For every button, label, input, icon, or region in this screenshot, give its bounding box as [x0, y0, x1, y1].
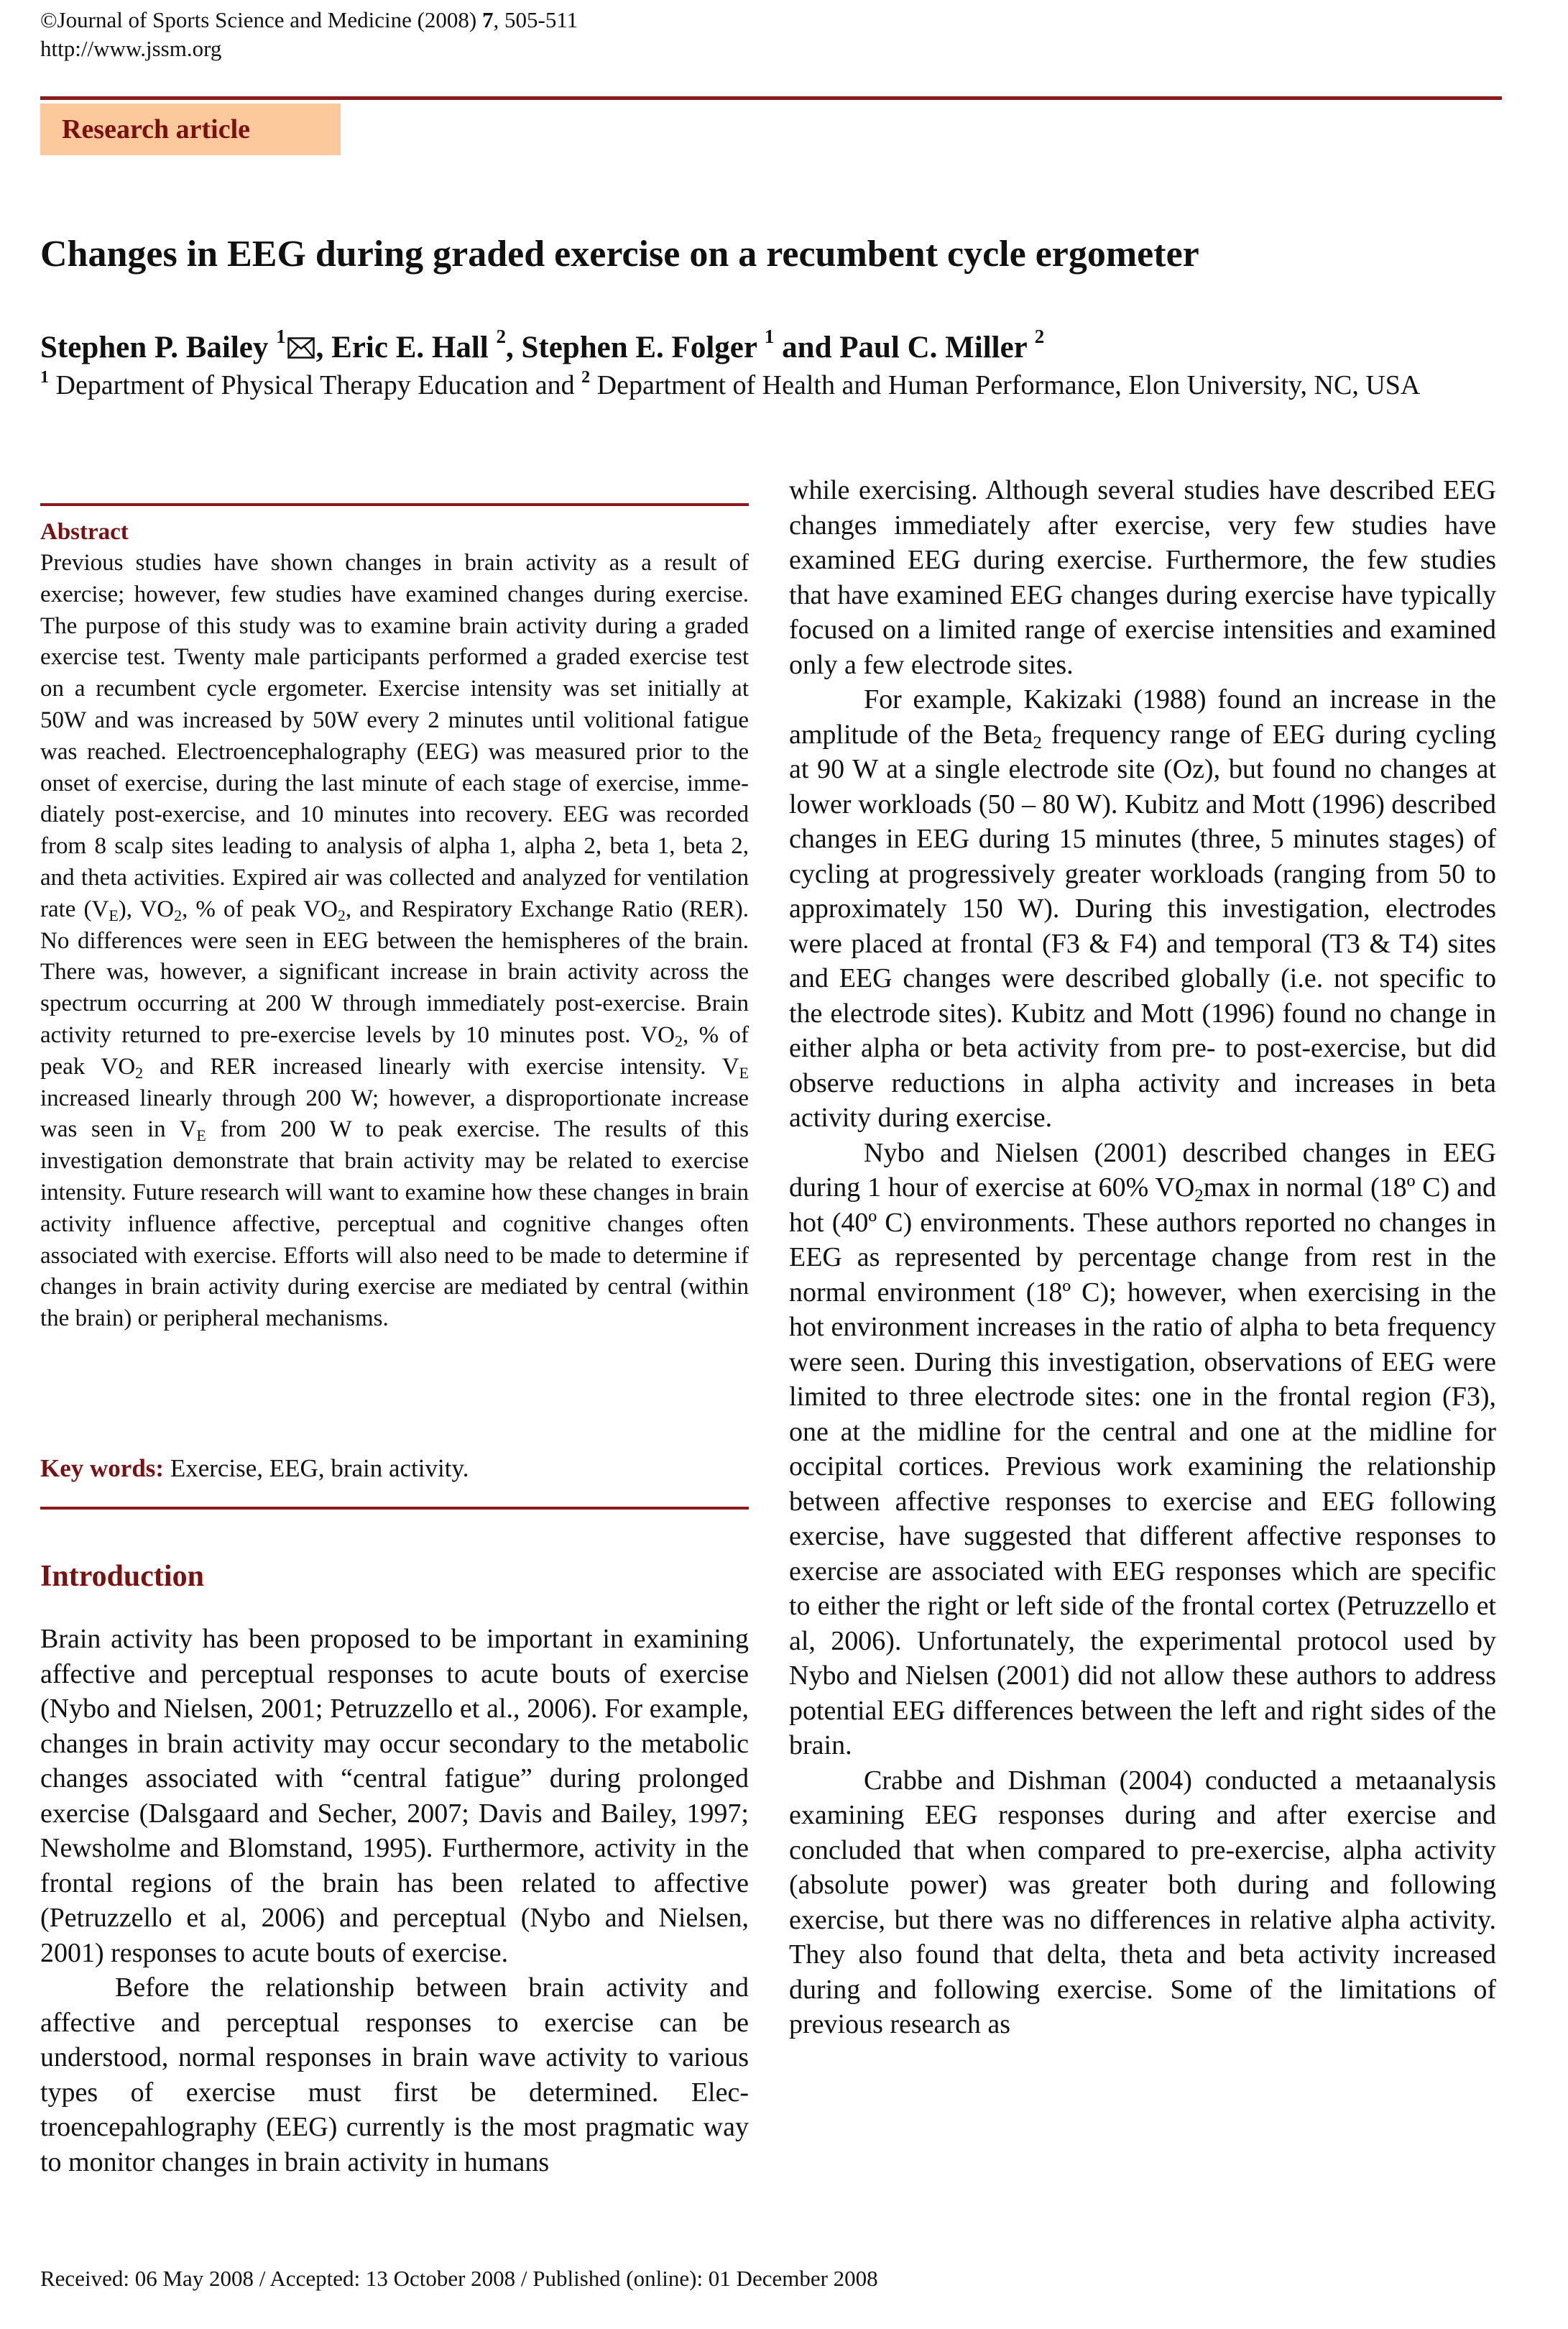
journal-url[interactable]: http://www.jssm.org — [40, 36, 222, 61]
paragraph: Before the relationship between brain activity and affective and perceptual responses to exercise can be understood, normal responses in brain wave activity to various types of exercise must first be determined. Electroencepahlography (EEG) currently is the most pragmatic way to monitor changes in brain activity in humans — [40, 1972, 749, 2177]
page-title: Changes in EEG during graded exercise on a recumbent cycle ergometer — [40, 234, 1199, 275]
right-column-text — [789, 473, 1496, 2042]
author-name: , Stephen E. Folger — [505, 331, 765, 364]
author-list — [40, 328, 1044, 369]
journal-pages: , 505-511 — [493, 7, 578, 32]
introduction-heading: Introduction — [40, 1560, 204, 1593]
paragraph: For example, Kakizaki (1988) found an increase in the amplitude of the Beta$_2$ frequency range of EEG during cycling at 90 W at a single electrode site (Oz), but found no changes at lower workloads (50 – 80 W). Kubitz and Mott (1996) described changes in EEG during 15 minutes (three, 5 minutes stages) of cycling at progressively greater workloads (ranging from 50 to approximately 150 W). During this investigation, electrodes were placed at frontal (F3 & F4) and temporal (T3 & T4) sites and EEG changes were described globally (i.e. not specific to the electrode sites). Kubitz and Mott (1996) found no change in either alpha or beta activity from pre- to post-exercise, but did observe reductions in alpha activity and increases in beta activity during exercise. — [789, 684, 1496, 1133]
header-rule — [40, 96, 1502, 100]
abstract-heading: Abstract — [40, 519, 129, 545]
introduction-text — [40, 1622, 749, 2179]
abstract-bottom-rule — [40, 1507, 749, 1510]
affiliation-mark: 1 — [40, 368, 49, 387]
paragraph: while exercising. Although several studies have described EEG changes immediately after exercise, very few studies have examined EEG during exercise. Furthermore, the few studies that have examined EEG changes during exercise have typically focused on a limited range of exercise intensities and examined only a few electrode sites. — [789, 475, 1496, 680]
affiliations — [40, 368, 1502, 403]
journal-citation — [40, 7, 578, 33]
publication-dates: Received: 06 May 2008 / Accepted: 13 October 2008 / Published (online): 01 December 2008 — [40, 2266, 878, 2291]
keywords-text: Exercise, EEG, brain activity. — [164, 1454, 469, 1482]
affiliation-dept-2: Department of Health and Human Performance, Elon University, NC, USA — [590, 370, 1421, 400]
affiliation-dept-1: Department of Physical Therapy Education and — [49, 370, 582, 400]
journal-volume: 7 — [482, 7, 494, 32]
author-affiliation-mark: 1 — [764, 326, 775, 347]
author-name: , Eric E. Hall — [315, 331, 497, 364]
keywords-label: Key words: — [40, 1454, 165, 1482]
author-affiliation-mark: 1 — [276, 326, 286, 347]
abstract-top-rule — [40, 503, 749, 506]
author-name: and Paul C. Miller — [774, 331, 1035, 364]
author-affiliation-mark: 2 — [1034, 326, 1045, 347]
envelope-icon[interactable] — [287, 329, 315, 369]
journal-name: ©Journal of Sports Science and Medicine (2008) — [40, 7, 482, 32]
article-type-badge: Research article — [40, 104, 341, 155]
abstract-text: Previous studies have shown changes in brain activity as a result of exercise; however, few studies have examined changes during exercise. The purpose of this study was to examine brain activity during a graded exercise test. Twenty male participants performed a graded exercise test on a recumbent cycle ergometer. Exercise intensity was set initially at 50W and was increased by 50W every 2 minutes until volitional fatigue was reached. Electroencephalography (EEG) was measured prior to the onset of exercise, during the last minute of each stage of exercise, immediately post-exercise, and 10 minutes into recovery. EEG was recorded from 8 scalp sites leading to analysis of alpha 1, alpha 2, beta 1, beta 2, and theta activities. Expired air was collected and analyzed for ventilation rate $(V_E)$, $VO_2$, % of peak $VO_2$, and Respiratory Exchange Ratio (RER). No differences were seen in EEG between the hemispheres of the brain. There was, however, a significant increase in brain activity across the spectrum occurring at 200 W through immediately post-exercise. Brain activity returned to pre-exercise levels by 10 minutes post. $VO_2$, % of peak $VO_2$ and RER increased linearly with exercise intensity. $V_E$ increased linearly through 200 W; however, a disproportionate increase was seen in $V_E$ from 200 W to peak exercise. The results of this investigation demonstrate that brain activity may be related to exercise intensity. Future research will want to examine how these changes in brain activity influence affective, perceptual and cognitive changes often associated with exercise. Efforts will also need to be made to determine if changes in brain activity during exercise are mediated by central (within the brain) or peripheral mechanisms. — [40, 550, 749, 1332]
author-name: Stephen P. Bailey — [40, 331, 277, 364]
paragraph: Crabbe and Dishman (2004) conducted a metaanalysis examining EEG responses during and after exercise and concluded that when compared to pre-exercise, alpha activity (absolute power) was greater both during and following exercise, but there was no differences in relative alpha activity. They also found that delta, theta and beta activity increased during and following exercise. Some of the limitations of previous research as — [789, 1765, 1496, 2039]
paragraph: Nybo and Nielsen (2001) described changes in EEG during 1 hour of exercise at 60% $VO_2\max$ in normal (18º C) and hot (40º C) environments. These authors reported no changes in EEG as represented by percentage change from rest in the normal environment (18º C); however, when exercising in the hot environment increases in the ratio of alpha to beta frequency were seen. During this investigation, observations of EEG were limited to three electrode sites: one in the frontal region (F3), one at the midline for the central and one at the midline for occipital cortices. Previous work examining the relationship between affective responses to exercise and EEG following exercise, have suggested that different affective responses to exercise are associated with EEG responses which are specific to either the right or left side of the frontal cortex (Petruzzello et al, 2006). Unfortunately, the experimental protocol used by Nybo and Nielsen (2001) did not allow these authors to address potential EEG differences between the left and right sides of the brain. — [789, 1137, 1496, 1760]
affiliation-mark: 2 — [581, 368, 591, 387]
keywords — [40, 1454, 469, 1483]
author-affiliation-mark: 2 — [496, 326, 506, 347]
paragraph: Brain activity has been proposed to be important in examining affective and perceptual responses to acute bouts of exercise (Nybo and Nielsen, 2001; Petruzzello et al., 2006). For example, changes in brain activity may occur secondary to the metabolic changes associated with “central fatigue” during prolonged exercise (Dalsgaard and Secher, 2007; Davis and Bailey, 1997; Newsholme and Blomstand, 1995). Furthermore, activity in the frontal regions of the brain has been related to affective (Petruzzello et al, 2006) and perceptual (Nybo and Nielsen, 2001) responses to acute bouts of exercise. — [40, 1624, 749, 1968]
